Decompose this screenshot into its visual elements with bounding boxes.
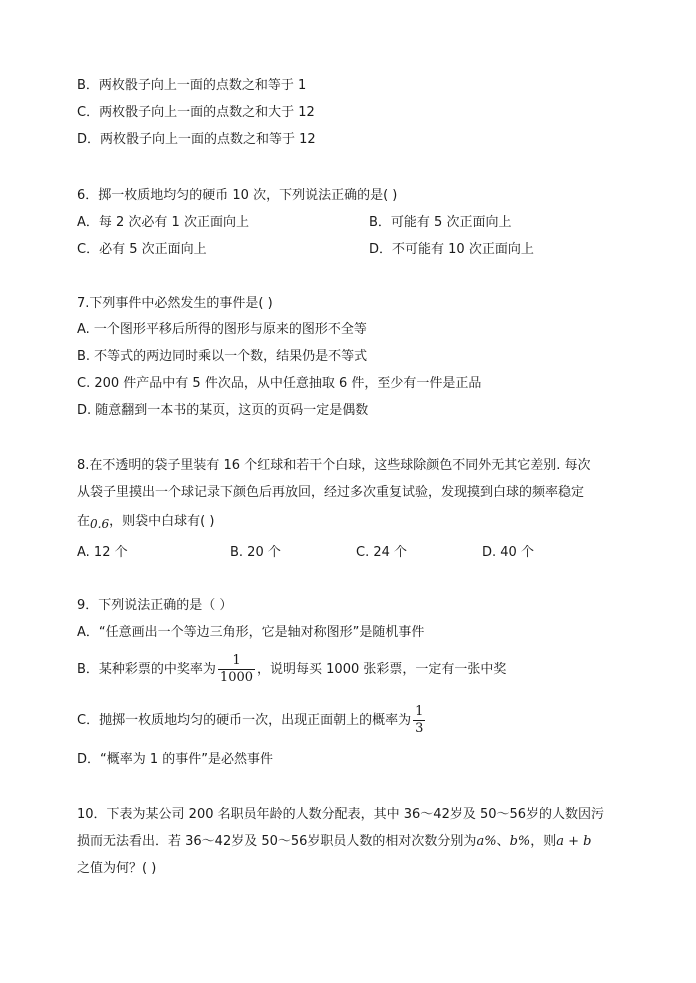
q7-option-d: D. 随意翻到一本书的某页，这页的页码一定是偶数 [77,403,369,418]
q6-stem: 6．掷一枚质地均匀的硬币 10 次，下列说法正确的是( ) [77,188,398,203]
q8-line3-pre: 在 [77,514,91,529]
q9-b-post: ，说明每买 1000 张彩票，一定有一张中奖 [257,662,507,677]
q10-a-percent: a% [476,834,497,849]
q6-option-b: B．可能有 5 次正面向上 [369,215,512,230]
q9-b-pre: B．某种彩票的中奖率为 [77,662,216,677]
q9-b-fraction [218,653,255,686]
q10-stem-line2 [77,832,592,852]
q7-option-a: A. 一个图形平移后所得的图形与原来的图形不全等 [77,322,367,337]
q10-a-plus-b: a + b [556,834,592,849]
q9-b-numerator: 1 [232,653,241,668]
q7-option-c: C. 200 件产品中有 5 件次品，从中任意抽取 6 件，至少有一件是正品 [77,376,482,391]
q10-stem-line1: 10．下表为某公司 200 名职员年龄的人数分配表，其中 36～42岁及 50～56岁的人数因污 [77,807,605,822]
q6-option-a: A．每 2 次必有 1 次正面向上 [77,215,249,230]
q9-c-pre: C．抛掷一枚质地均匀的硬币一次，出现正面朝上的概率为 [77,713,412,728]
q10-line2-pre: 损而无法看出．若 36～42岁及 50～56岁职员人数的相对次数分别为 [77,834,477,849]
q8-option-b: B. 20 个 [230,545,281,560]
q5-option-d: D．两枚骰子向上一面的点数之和等于 12 [77,132,316,147]
q9-c-numerator: 1 [415,704,424,719]
q9-option-a: A．“任意画出一个等边三角形，它是轴对称图形”是随机事件 [77,625,425,640]
q6-option-c: C．必有 5 次正面向上 [77,242,207,257]
q7-stem: 7.下列事件中必然发生的事件是( ) [77,296,273,311]
q5-option-c: C．两枚骰子向上一面的点数之和大于 12 [77,105,315,120]
q8-stem-line1: 8.在不透明的袋子里装有 16 个红球和若干个白球，这些球除颜色不同外无其它差别. 每次 [77,458,591,473]
q9-option-b [77,652,506,688]
q9-option-d: D．“概率为 1 的事件”是必然事件 [77,752,274,767]
q8-stem-line3 [77,511,214,532]
q10-separator: 、 [496,834,510,849]
q9-stem: 9．下列说法正确的是（ ） [77,598,233,613]
q8-line3-post: ，则袋中白球有( ) [109,514,215,529]
q8-option-c: C. 24 个 [356,545,408,560]
q9-c-fraction [413,704,425,737]
q8-frequency-value: 0.6 [90,517,110,531]
q9-b-denominator: 1000 [219,670,254,685]
q10-line2-mid: ，则 [530,834,557,849]
q8-stem-line2: 从袋子里摸出一个球记录下颜色后再放回，经过多次重复试验，发现摸到白球的频率稳定 [77,485,585,500]
q8-option-d: D. 40 个 [482,545,534,560]
q8-option-a: A. 12 个 [77,545,128,560]
q10-b-percent: b% [509,834,531,849]
q6-option-d: D．不可能有 10 次正面向上 [369,242,534,257]
q10-stem-line3: 之值为何？( ) [77,861,157,876]
q7-option-b: B. 不等式的两边同时乘以一个数，结果仍是不等式 [77,349,368,364]
q9-c-denominator: 3 [415,721,424,736]
q5-option-b: B．两枚骰子向上一面的点数之和等于 1 [77,78,307,93]
q9-option-c [77,703,427,739]
